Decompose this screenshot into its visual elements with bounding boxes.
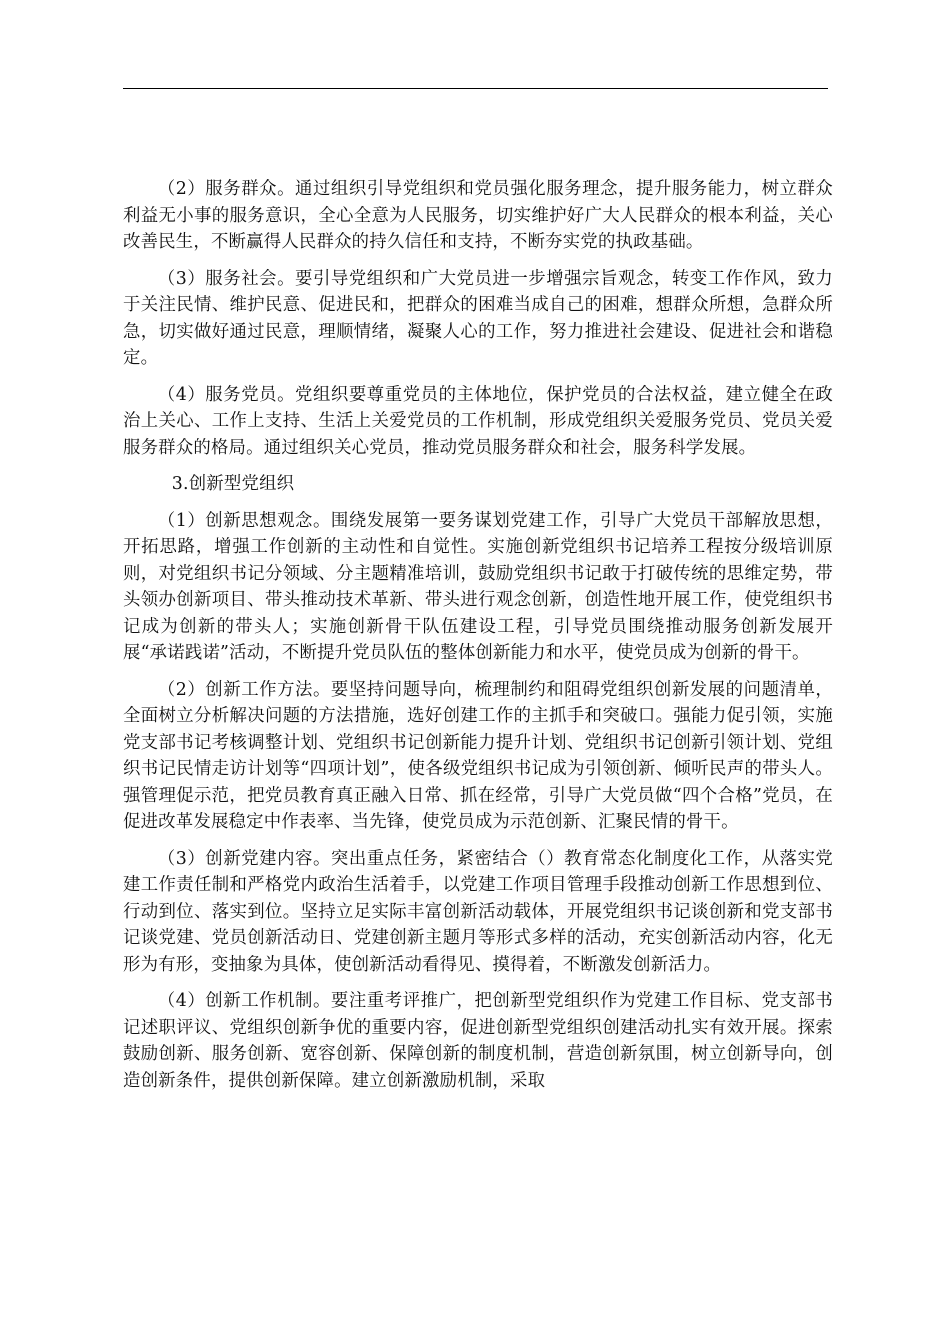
header-rule — [123, 88, 828, 89]
paragraph-service-members: （4）服务党员。党组织要尊重党员的主体地位，保护党员的合法权益，建立健全在政治上关心、工作上支持、生活上关爱党员的工作机制，形成党组织关爱服务党员、党员关爱服务群众的格局。通过组织关心党员，推动党员服务群众和社会，服务科学发展。 — [123, 384, 833, 458]
paragraph-innovate-mechanism: （4）创新工作机制。要注重考评推广，把创新型党组织作为党建工作目标、党支部书记述职评议、党组织创新争优的重要内容，促进创新型党组织创建活动扎实有效开展。探索鼓励创新、服务创新、宽容创新、保障创新的制度机制，营造创新氛围，树立创新导向，创造创新条件，提供创新保障。建立创新激励机制，采取 — [123, 991, 833, 1091]
paragraph-innovate-methods: （2）创新工作方法。要坚持问题导向，梳理制约和阻碍党组织创新发展的问题清单，全面树立分析解决问题的方法措施，选好创建工作的主抓手和突破口。强能力促引领，实施党支部书记考核调整计划、党组织书记创新能力提升计划、党组织书记创新引领计划、党组织书记民情走访计划等“四项计划”，使各级党组织书记成为引领创新、倾听民声的带头人。强管理促示范，把党员教育真正融入日常、抓在经常，引导广大党员做“四个合格”党员，在促进改革发展稳定中作表率、当先锋，使党员成为示范创新、汇聚民情的骨干。 — [123, 679, 833, 832]
document-body — [123, 176, 833, 1104]
paragraph-innovate-content: （3）创新党建内容。突出重点任务，紧密结合（）教育常态化制度化工作，从落实党建工作责任制和严格党内政治生活着手，以党建工作项目管理手段推动创新工作思想到位、行动到位、落实到位。坚持立足实际丰富创新活动载体，开展党组织书记谈创新和党支部书记谈党建、党员创新活动日、党建创新主题月等形式多样的活动，充实创新活动内容，化无形为有形，变抽象为具体，使创新活动看得见、摸得着，不断激发创新活力。 — [123, 848, 833, 975]
paragraph-innovate-thinking: （1）创新思想观念。围绕发展第一要务谋划党建工作，引导广大党员干部解放思想，开拓思路，增强工作创新的主动性和自觉性。实施创新党组织书记培养工程按分级培训原则，对党组织书记分领域、分主题精准培训，鼓励党组织书记敢于打破传统的思维定势，带头领办创新项目、带头推动技术革新、带头进行观念创新，创造性地开展工作，使党组织书记成为创新的带头人；实施创新骨干队伍建设工程，引导党员围绕推动服务创新发展开展“承诺践诺”活动，不断提升党员队伍的整体创新能力和水平，使党员成为创新的骨干。 — [123, 510, 833, 663]
paragraph-service-society: （3）服务社会。要引导党组织和广大党员进一步增强宗旨观念，转变工作作风，致力于关注民情、维护民意、促进民和，把群众的困难当成自己的困难，想群众所想，急群众所急，切实做好通过民意，理顺情绪，凝聚人心的工作，努力推进社会建设、促进社会和谐稳定。 — [123, 268, 833, 368]
paragraph-service-masses: （2）服务群众。通过组织引导党组织和党员强化服务理念，提升服务能力，树立群众利益无小事的服务意识，全心全意为人民服务，切实维护好广大人民群众的根本利益，关心改善民生，不断赢得人民群众的持久信任和支持，不断夯实党的执政基础。 — [123, 179, 833, 252]
section-heading-innovative-org: 3.创新型党组织 — [171, 474, 295, 494]
